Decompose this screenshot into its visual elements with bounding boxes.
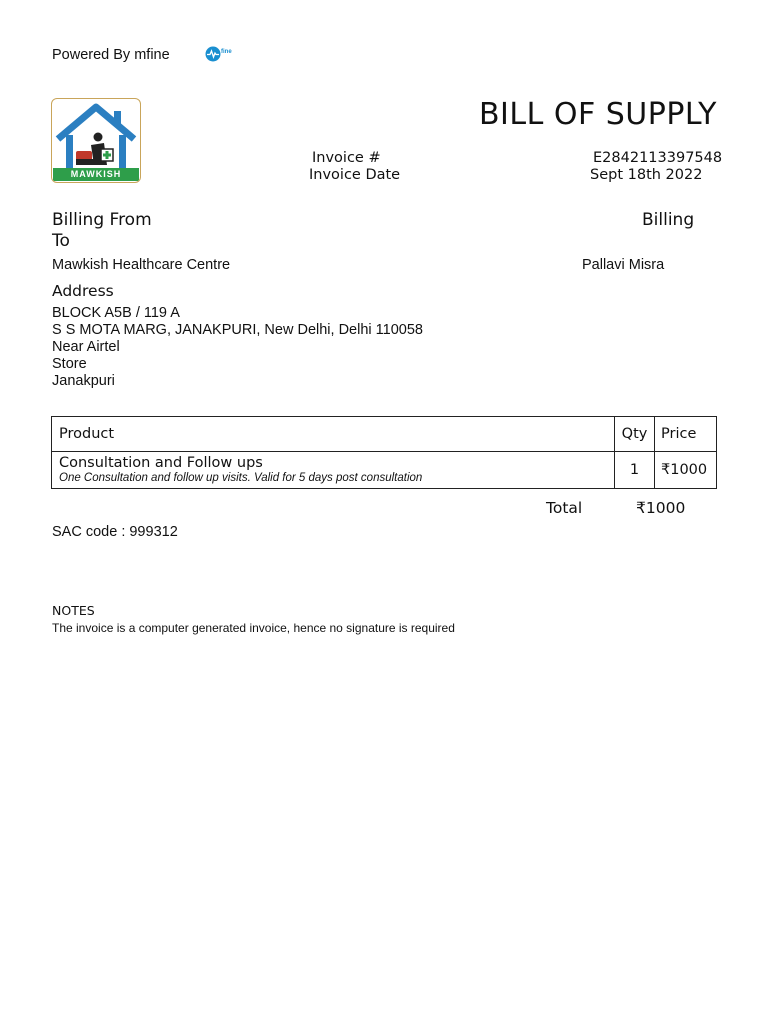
product-description: One Consultation and follow up visits. Valid for 5 days post consultation — [59, 472, 423, 484]
table-header-row — [52, 417, 717, 452]
address-line: Janakpuri — [52, 373, 115, 389]
billing-to-name: Pallavi Misra — [582, 257, 665, 273]
address-line: Store — [52, 356, 87, 372]
billing-from-heading: Billing From — [52, 210, 152, 230]
notes-heading: NOTES — [52, 603, 95, 618]
mfine-logo-text: fine — [221, 49, 232, 55]
mawkish-logo — [51, 98, 141, 183]
address-line: BLOCK A5B / 119 A — [52, 305, 180, 321]
total-label: Total — [546, 499, 583, 517]
qty-cell: 1 — [615, 452, 655, 489]
address-line: Near Airtel — [52, 339, 120, 355]
notes-text: The invoice is a computer generated invoice, hence no signature is required — [52, 621, 455, 635]
product-name: Consultation and Follow ups — [59, 455, 263, 471]
table-row — [52, 452, 717, 489]
billing-from-name: Mawkish Healthcare Centre — [52, 257, 231, 273]
invoice-number-value: E2842113397548 — [593, 150, 723, 166]
document-title: BILL OF SUPPLY — [478, 97, 717, 132]
mfine-heart-icon — [205, 46, 221, 62]
qty-column-header: Qty — [615, 417, 655, 452]
address-line: S S MOTA MARG, JANAKPURI, New Delhi, Delhi 110058 — [52, 322, 423, 338]
address-heading: Address — [52, 282, 114, 300]
powered-by-text: Powered By mfine — [52, 47, 170, 63]
invoice-number-label: Invoice # — [312, 150, 381, 166]
mawkish-logo-text: MAWKISH — [70, 169, 122, 179]
sac-code: SAC code : 999312 — [52, 524, 178, 540]
invoice-date-value: Sept 18th 2022 — [590, 167, 703, 183]
product-cell — [52, 452, 615, 489]
invoice-date-label: Invoice Date — [309, 167, 401, 183]
price-column-header: Price — [655, 417, 717, 452]
price-cell: ₹1000 — [655, 452, 717, 489]
product-column-header: Product — [52, 417, 615, 452]
billing-to-heading-continued: To — [52, 231, 70, 251]
items-table — [51, 416, 717, 489]
billing-to-heading: Billing — [642, 210, 695, 230]
mfine-logo — [205, 46, 237, 64]
total-value: ₹1000 — [636, 499, 686, 517]
